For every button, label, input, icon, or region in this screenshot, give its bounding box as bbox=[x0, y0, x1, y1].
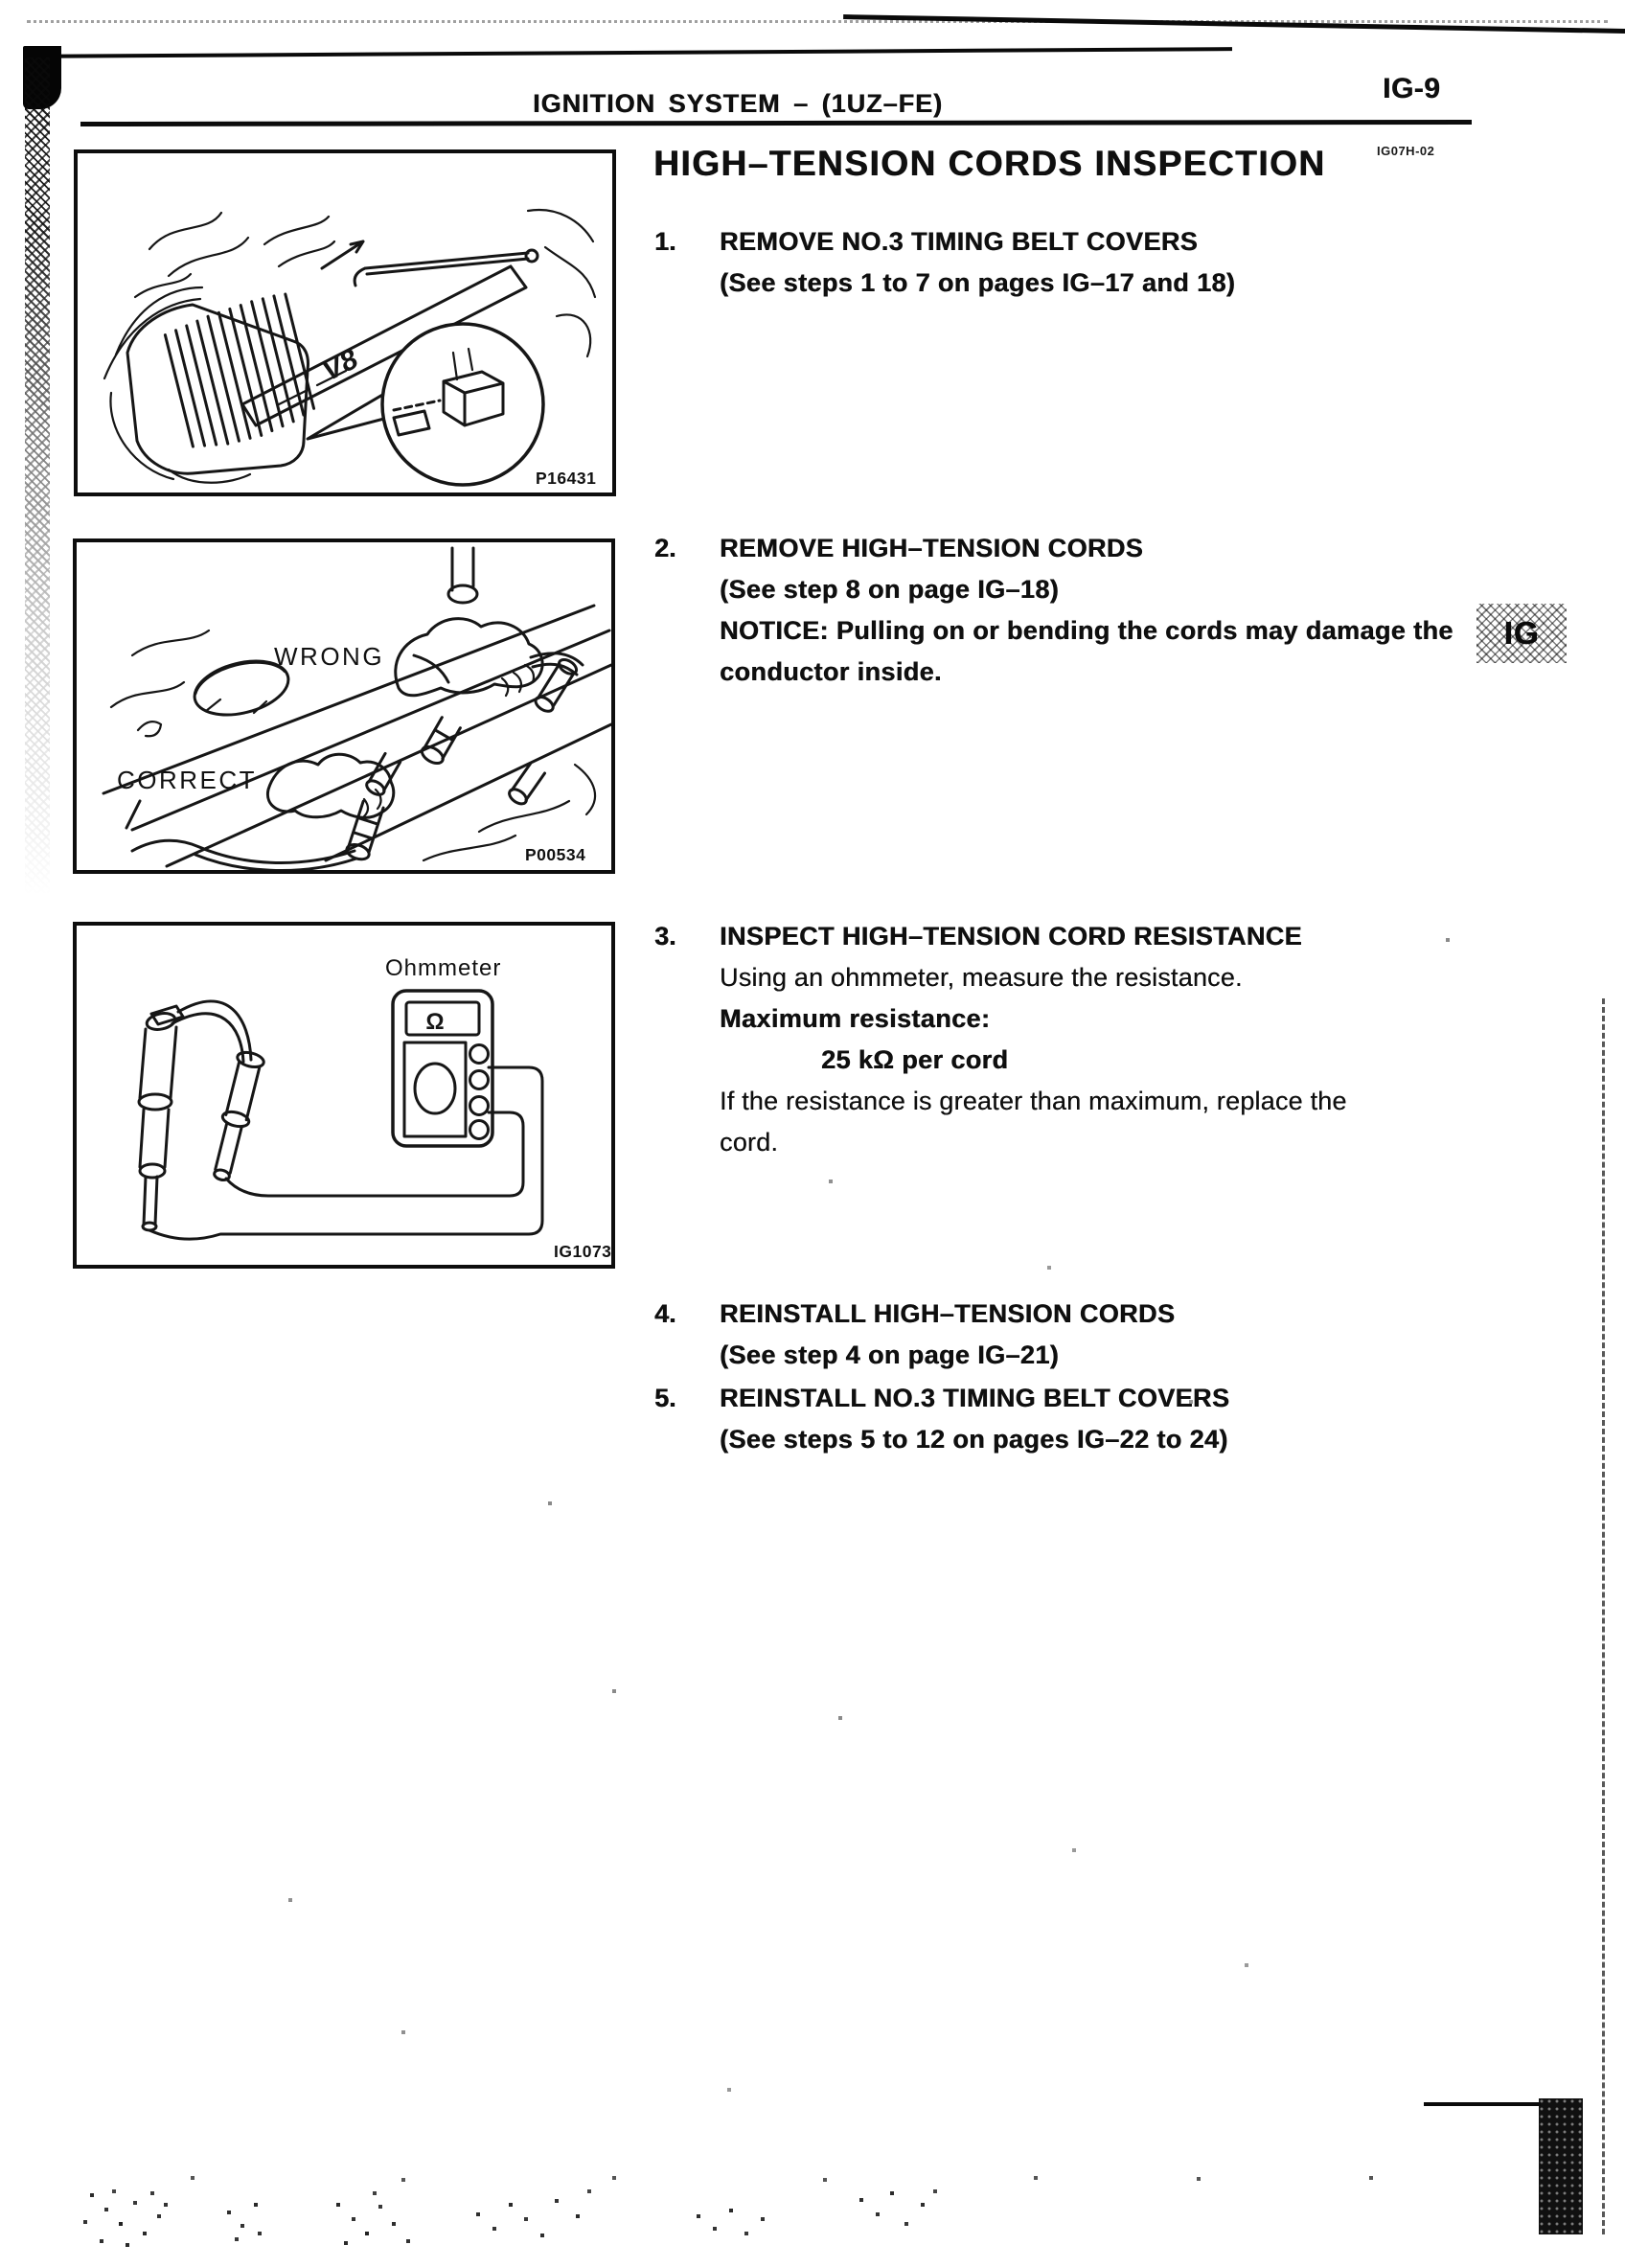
scan-artifact-specks bbox=[0, 0, 2, 2]
figure-code: P00534 bbox=[525, 845, 586, 864]
step-notice: conductor inside. bbox=[720, 657, 942, 686]
ohmmeter-label: Ohmmeter bbox=[385, 955, 502, 981]
scan-artifact-top-dotted-line bbox=[27, 20, 1608, 23]
correct-hand bbox=[267, 754, 393, 817]
ohmmeter-dial bbox=[415, 1064, 455, 1113]
step-number: 2. bbox=[654, 534, 676, 562]
step-5 bbox=[654, 1378, 1229, 1460]
step-heading: INSPECT HIGH–TENSION CORD RESISTANCE bbox=[720, 922, 1302, 951]
step-number: 4. bbox=[654, 1299, 676, 1328]
header-section-title: IGNITION SYSTEM – (1UZ–FE) bbox=[533, 89, 944, 118]
scan-artifact-page-border-top-right bbox=[843, 14, 1625, 34]
spec-label: Maximum resistance: bbox=[720, 1004, 991, 1033]
step-3 bbox=[654, 916, 1347, 1163]
step-body-text: cord. bbox=[720, 1128, 779, 1157]
step-1 bbox=[654, 221, 1235, 304]
figure-cord-removal bbox=[73, 538, 615, 874]
scan-artifact-binding-mark bbox=[1539, 2098, 1583, 2234]
step-notice: NOTICE: Pulling on or bending the cords may damage the bbox=[720, 616, 1453, 645]
section-side-tab-label: IG bbox=[1503, 615, 1540, 651]
step-4 bbox=[654, 1294, 1175, 1376]
correct-label: CORRECT bbox=[117, 766, 258, 794]
step-reference: (See step 4 on page IG–21) bbox=[720, 1340, 1060, 1369]
scan-artifact-page-border-top bbox=[25, 47, 1232, 58]
magnifier-circle bbox=[382, 324, 543, 485]
engine-illustration bbox=[78, 153, 612, 493]
header-page-number: IG-9 bbox=[1383, 73, 1441, 104]
step-reference: (See steps 5 to 12 on pages IG–22 to 24) bbox=[720, 1425, 1228, 1454]
test-leads bbox=[149, 1067, 542, 1239]
step-body-text: Using an ohmmeter, measure the resistance. bbox=[720, 963, 1243, 992]
header-rule bbox=[80, 120, 1472, 126]
bellows-ribs bbox=[162, 293, 316, 452]
scan-artifact-right-dashed-line bbox=[1602, 998, 1605, 2234]
wrong-hand bbox=[396, 619, 583, 696]
valve-cover-engraving: V8 bbox=[317, 343, 363, 388]
wrong-label: WRONG bbox=[274, 642, 385, 671]
figure-code: P16431 bbox=[536, 469, 597, 488]
step-reference: (See step 8 on page IG–18) bbox=[720, 575, 1060, 604]
section-side-tab bbox=[1476, 604, 1567, 663]
ohm-symbol: Ω bbox=[425, 1009, 445, 1035]
figure-ohmmeter-check bbox=[73, 922, 615, 1269]
step-heading: REMOVE HIGH–TENSION CORDS bbox=[720, 534, 1144, 562]
spark-plug-cord bbox=[139, 1001, 265, 1230]
step-number: 5. bbox=[654, 1384, 676, 1412]
figure-code: IG1073 bbox=[554, 1242, 611, 1261]
step-number: 3. bbox=[654, 922, 676, 951]
scan-artifact-left-edge-shadow bbox=[25, 57, 50, 939]
article-title: HIGH–TENSION CORDS INSPECTION bbox=[653, 144, 1326, 183]
step-2 bbox=[654, 528, 1453, 693]
article-code: IG07H-02 bbox=[1377, 144, 1435, 158]
scan-artifact-binding-mark-line bbox=[1424, 2102, 1541, 2106]
step-body-text: If the resistance is greater than maximum, replace the bbox=[720, 1087, 1347, 1115]
step-heading: REINSTALL NO.3 TIMING BELT COVERS bbox=[720, 1384, 1230, 1412]
step-number: 1. bbox=[654, 227, 676, 256]
figure-timing-belt-cover bbox=[74, 149, 616, 496]
step-heading: REINSTALL HIGH–TENSION CORDS bbox=[720, 1299, 1176, 1328]
step-reference: (See steps 1 to 7 on pages IG–17 and 18) bbox=[720, 268, 1236, 297]
step-heading: REMOVE NO.3 TIMING BELT COVERS bbox=[720, 227, 1199, 256]
cord-removal-illustration bbox=[77, 542, 611, 870]
ohmmeter-illustration bbox=[77, 926, 611, 1265]
spec-value: 25 kΩ per cord bbox=[821, 1045, 1009, 1074]
